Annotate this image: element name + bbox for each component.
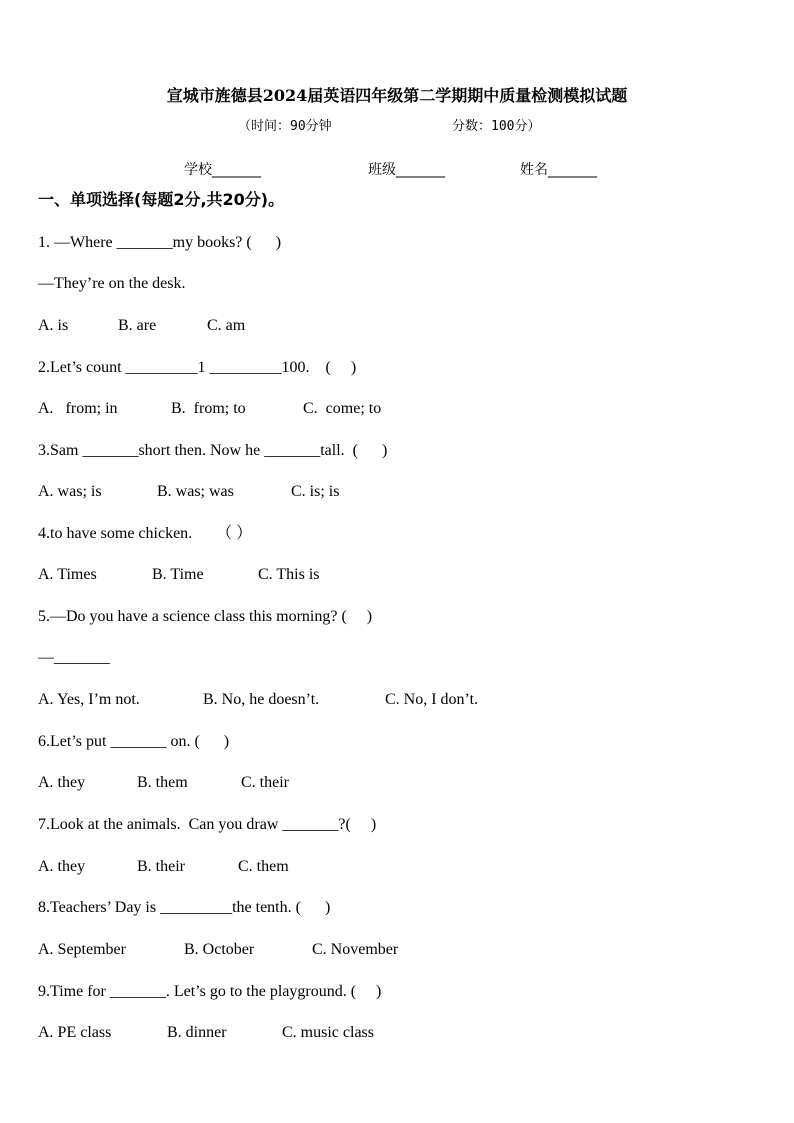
option-c: C. This is bbox=[258, 566, 320, 583]
option-a: A. PE class bbox=[38, 1024, 112, 1041]
option-c: C. am bbox=[207, 317, 246, 334]
option-c: C. their bbox=[241, 774, 289, 791]
option-a: A. Times bbox=[38, 566, 97, 583]
option-c: C. November bbox=[312, 941, 399, 958]
option-b: B. No, he doesn’t. bbox=[203, 691, 320, 708]
option-b: B. dinner bbox=[167, 1024, 227, 1041]
option-a: A. was; is bbox=[38, 483, 102, 500]
option-c: C. them bbox=[238, 858, 289, 875]
question-stem: 6.Let’s put _______ on. ( ) bbox=[38, 733, 230, 750]
name-field: 姓名_______ bbox=[520, 162, 597, 178]
time-info: （时间：90分钟 bbox=[238, 119, 332, 134]
question-stem: 1. —Where _______my books? ( ) bbox=[38, 234, 282, 251]
option-a: A. they bbox=[38, 774, 86, 791]
option-a: A. they bbox=[38, 858, 86, 875]
option-c: C. come; to bbox=[303, 400, 382, 417]
question-stem: 7.Look at the animals. Can you draw _______?( ) bbox=[38, 816, 377, 833]
class-field: 班级_______ bbox=[368, 162, 445, 178]
option-c: C. No, I don’t. bbox=[385, 691, 479, 708]
option-b: B. was; was bbox=[157, 483, 234, 500]
question-stem: 4.to have some chicken. （ ） bbox=[38, 525, 253, 542]
option-b: B. Time bbox=[152, 566, 204, 583]
option-b: B. October bbox=[184, 941, 255, 958]
option-a: A. from; in bbox=[38, 400, 118, 417]
question-extra: —They’re on the desk. bbox=[38, 275, 186, 292]
page-title: 宣城市旌德县2024届英语四年级第二学期期中质量检测模拟试题 bbox=[166, 86, 628, 105]
option-c: C. music class bbox=[282, 1024, 374, 1041]
option-b: B. are bbox=[118, 317, 157, 334]
question-stem: 5.—Do you have a science class this morning? ( ) bbox=[38, 608, 373, 625]
question-stem: 3.Sam _______short then. Now he _______tall. ( ) bbox=[38, 442, 388, 459]
question-stem: 9.Time for _______. Let’s go to the playground. ( ) bbox=[38, 983, 382, 1000]
section-heading: 一、单项选择(每题2分,共20分)。 bbox=[38, 190, 285, 209]
question-stem: 2.Let’s count _________1 _________100. ( ) bbox=[38, 359, 357, 376]
option-a: A. is bbox=[38, 317, 69, 334]
score-info: 分数：100分） bbox=[452, 119, 541, 134]
option-b: B. them bbox=[137, 774, 188, 791]
question-stem: 8.Teachers’ Day is _________the tenth. ( ) bbox=[38, 899, 331, 916]
school-field: 学校_______ bbox=[184, 162, 261, 178]
option-b: B. their bbox=[137, 858, 185, 875]
option-b: B. from; to bbox=[171, 400, 246, 417]
option-c: C. is; is bbox=[291, 483, 340, 500]
option-a: A. Yes, I’m not. bbox=[38, 691, 140, 708]
option-a: A. September bbox=[38, 941, 126, 958]
question-extra: —_______ bbox=[38, 649, 110, 666]
